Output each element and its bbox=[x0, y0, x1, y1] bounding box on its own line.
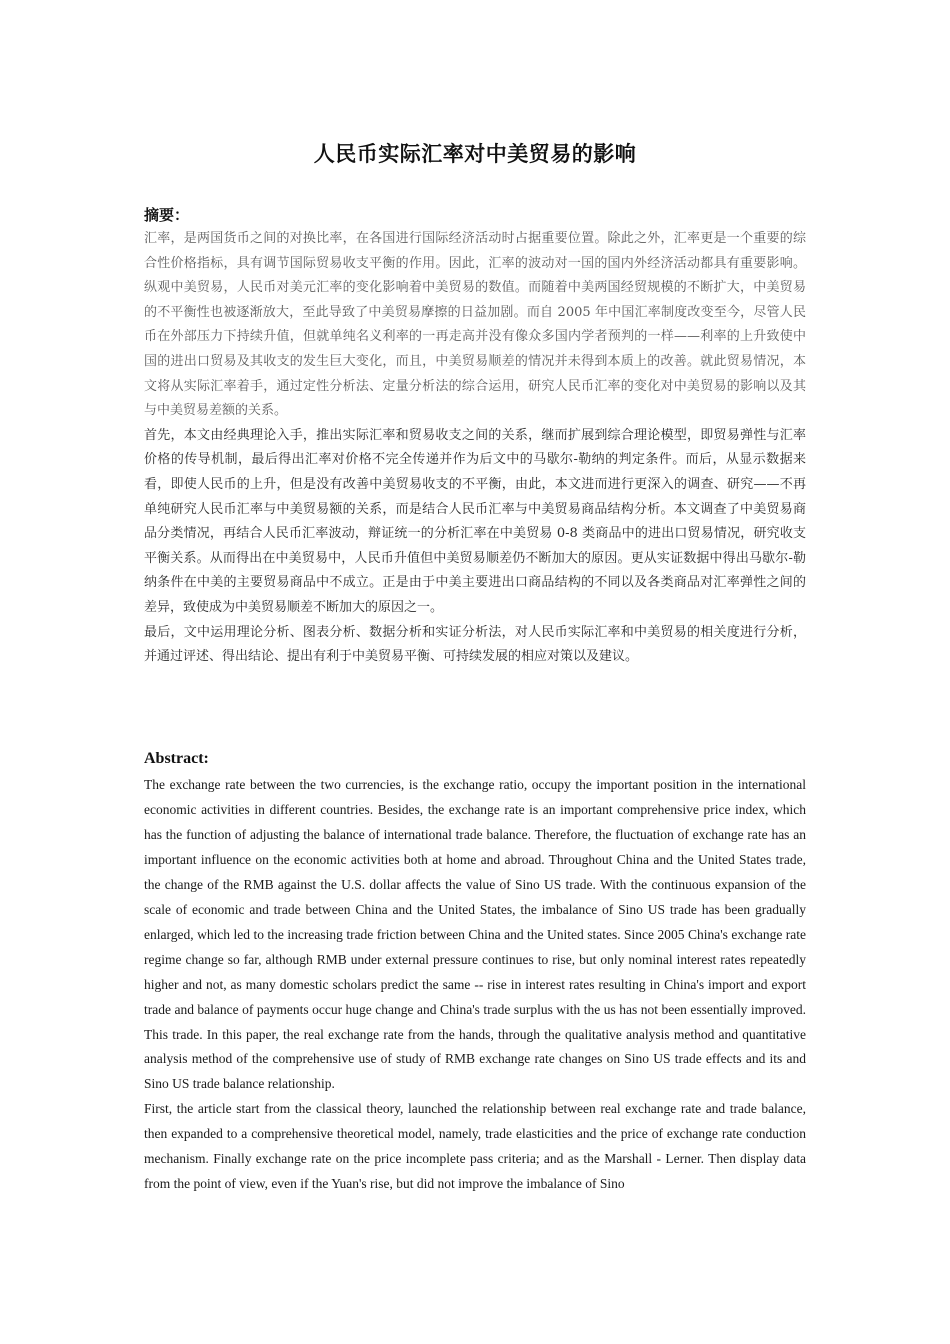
chinese-abstract-body bbox=[144, 227, 806, 670]
english-abstract-paragraph: First, the article start from the classical theory, launched the relationship between real exchange rate and trade balance, then expanded to a comprehensive theoretical model, namely, trade elasticities and the price of exchange rate conduction mechanism. Finally exchange rate on the price incomplete pass criteria; and as the Marshall - Lerner. Then display data from the point of view, even if the Yuan's rise, but did not improve the imbalance of Sino bbox=[144, 1101, 806, 1192]
english-abstract-body bbox=[144, 773, 806, 1223]
document-title: 人民币实际汇率对中美贸易的影响 bbox=[313, 142, 637, 166]
english-abstract-paragraph: The exchange rate between the two currencies, is the exchange ratio, occupy the important position in the international economic activities in different countries. Besides, the exchange rate is an important comprehensive price index, which has the function of adjusting the balance of international trade balance. Therefore, the fluctuation of exchange rate has an important influence on the economic activities both at home and abroad. Throughout China and the United States trade, the change of the RMB against the U.S. dollar affects the value of Sino US trade. With the continuous expansion of the scale of economic and trade between China and the United States, the imbalance of Sino US trade has been gradually enlarged, which led to the increasing trade friction between China and the United states. Since 2005 China's exchange rate regime change so far, although RMB under external pressure continues to rise, but only nominal interest rates repeatedly higher and not, as many domestic scholars predict the same -- rise in interest rates resulting in China's import and export trade and balance of payments occur huge change and China's trade surplus with the us has not been essentially improved. This trade. In this paper, the real exchange rate from the hands, through the qualitative analysis method and quantitative analysis method of the comprehensive use of study of RMB exchange rate changes on Sino US trade effects and its and Sino US trade balance relationship. bbox=[144, 777, 806, 1092]
english-abstract-heading: Abstract: bbox=[144, 750, 209, 767]
chinese-abstract-paragraph: 汇率，是两国货币之间的对换比率，在各国进行国际经济活动时占据重要位置。除此之外，汇率更是一个重要的综合性价格指标，具有调节国际贸易收支平衡的作用。因此，汇率的波动对一国的国内外经济活动都具有重要影响。纵观中美贸易，人民币对美元汇率的变化影响着中美贸易的数值。而随着中美两国经贸规模的不断扩大，中美贸易的不平衡性也被逐渐放大，至此导致了中美贸易摩擦的日益加剧。而自 2005 年中国汇率制度改变至今，尽管人民币在外部压力下持续升值，但就单纯名义利率的一再走高并没有像众多国内学者预判的一样——利率的上升致使中国的进出口贸易及其收支的发生巨大变化，而且，中美贸易顺差的情况并未得到本质上的改善。就此贸易情况，本文将从实际汇率着手，通过定性分析法、定量分析法的综合运用，研究人民币汇率的变化对中美贸易的影响以及其与中美贸易差额的关系。 bbox=[144, 231, 806, 419]
chinese-abstract-heading: 摘要： bbox=[144, 206, 190, 224]
chinese-abstract-paragraph: 最后，文中运用理论分析、图表分析、数据分析和实证分析法，对人民币实际汇率和中美贸易的相关度进行分析，并通过评述、得出结论、提出有利于中美贸易平衡、可持续发展的相应对策以及建议。 bbox=[144, 624, 806, 665]
chinese-abstract-paragraph: 首先，本文由经典理论入手，推出实际汇率和贸易收支之间的关系，继而扩展到综合理论模型，即贸易弹性与汇率价格的传导机制，最后得出汇率对价格不完全传递并作为后文中的马歇尔-勒纳的判定条件。而后，从显示数据来看，即使人民币的上升，但是没有改善中美贸易收支的不平衡，由此，本文进而进行更深入的调查、研究——不再单纯研究人民币汇率与中美贸易额的关系，而是结合人民币汇率与中美贸易商品结构分析。本文调查了中美贸易商品分类情况，再结合人民币汇率波动，辩证统一的分析汇率在中美贸易 0-8 类商品中的进出口贸易情况，研究收支平衡关系。从而得出在中美贸易中，人民币升值但中美贸易顺差仍不断加大的原因。更从实证数据中得出马歇尔-勒纳条件在中美的主要贸易商品中不成立。正是由于中美主要进出口商品结构的不同以及各类商品对汇率弹性之间的差异，致使成为中美贸易顺差不断加大的原因之一。 bbox=[144, 427, 806, 615]
